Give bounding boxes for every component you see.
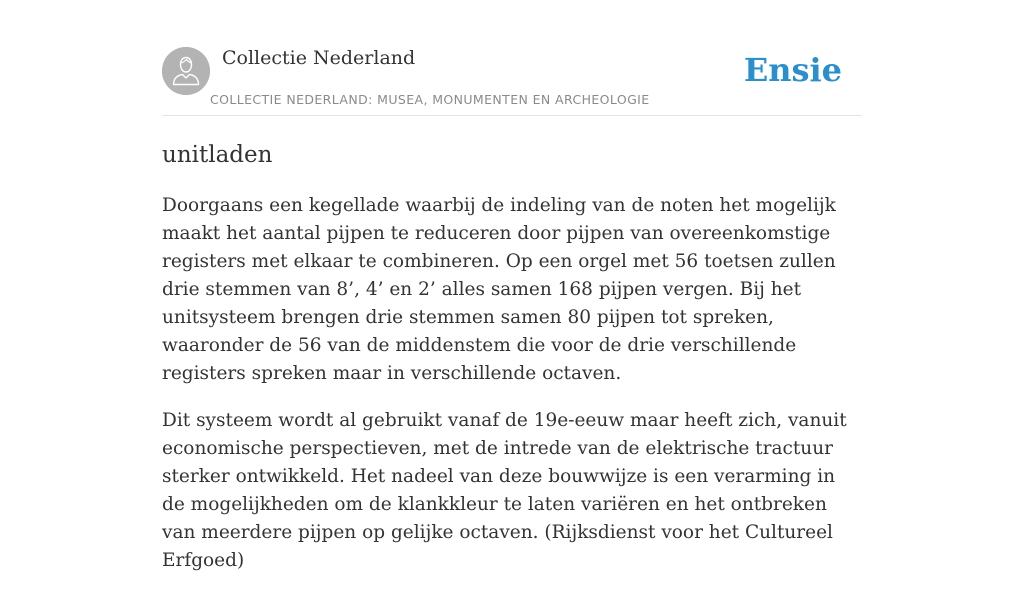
page — [162, 0, 862, 571]
ensie-logo[interactable]: Ensie — [743, 51, 842, 89]
header — [162, 0, 862, 116]
avatar[interactable] — [162, 47, 210, 95]
user-icon — [162, 47, 210, 95]
author-name[interactable]: Collectie Nederland — [222, 47, 416, 69]
article-paragraph: Doorgaans een kegellade waarbij de indeling van de noten het mogelijk maakt het aantal pijpen te reduceren door pijpen van overeenkomstige registers met elkaar te combineren. Op een orgel met 56 toetsen zullen drie stemmen van 8’, 4’ en 2’ alles samen 168 pijpen vergen. Bij het unitsysteem brengen drie stemmen samen 80 pijpen tot spreken, waaronder de 56 van de middenstem die voor de drie verschillende registers spreken maar in verschillende octaven. — [162, 195, 836, 384]
article-body — [162, 192, 862, 594]
article-paragraph: Dit systeem wordt al gebruikt vanaf de 19e-eeuw maar heeft zich, vanuit economische perspectieven, met de intrede van de elektrische tractuur sterker ontwikkeld. Het nadeel van deze bouwwijze is een verarming in de mogelijkheden om de klankkleur te laten variëren en het ontbreken van meerdere pijpen op gelijke octaven. (Rijksdienst voor het Cultureel Erfgoed) — [162, 410, 847, 571]
collection-link[interactable]: COLLECTIE NEDERLAND: MUSEA, MONUMENTEN EN ARCHEOLOGIE — [210, 92, 650, 107]
article-title: unitladen — [162, 142, 273, 168]
